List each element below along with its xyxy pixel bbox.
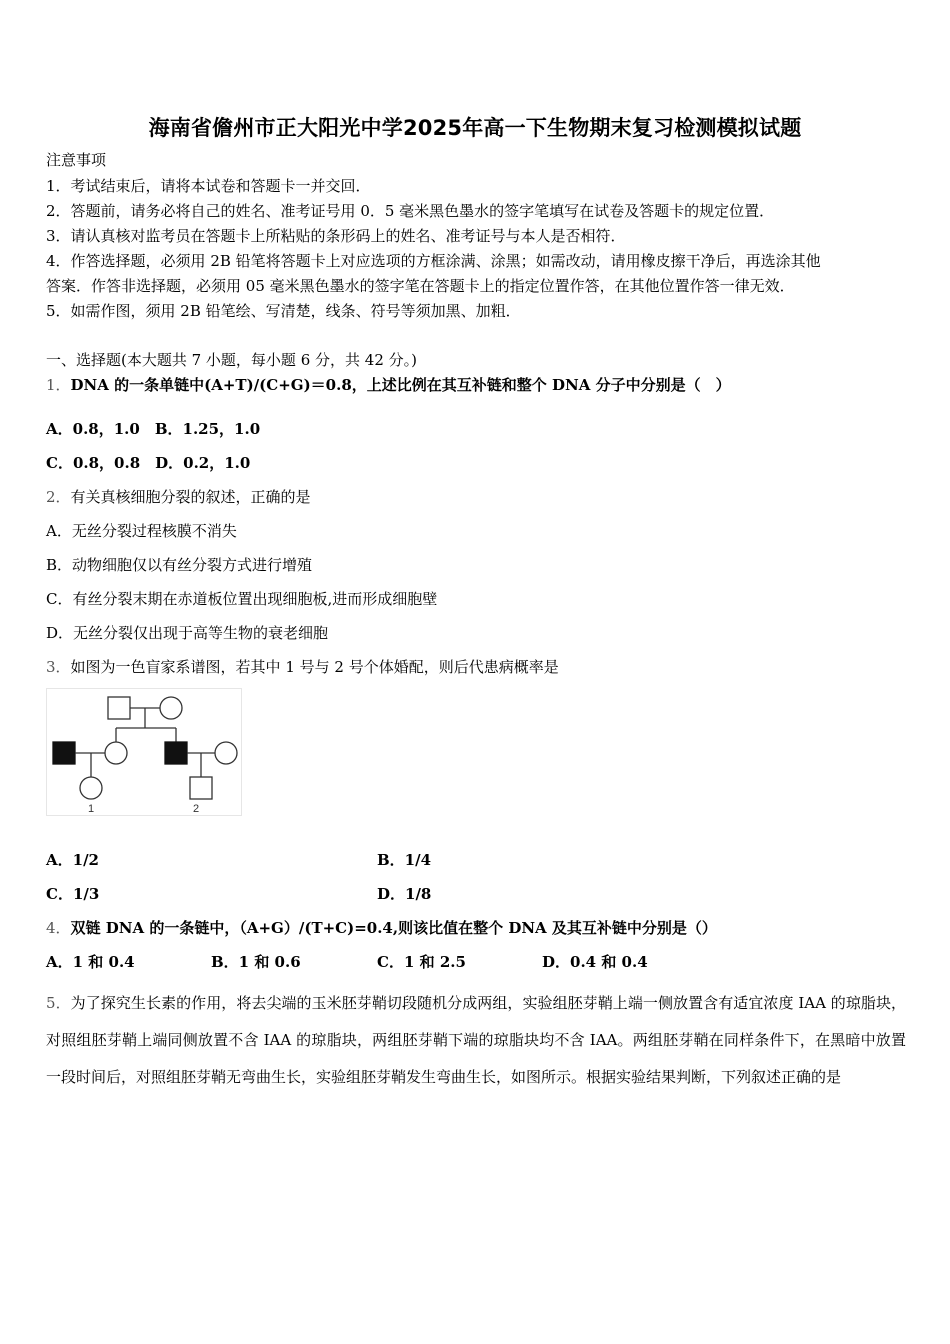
individual-label-1: 1 (87, 803, 95, 815)
question-4 (46, 918, 717, 938)
pedigree-chart (46, 688, 242, 816)
q3-option-c: C．1/3 (46, 885, 100, 903)
section-heading: 一、选择题(本大题共 7 小题，每小题 6 分，共 42 分。) (46, 351, 417, 369)
q1-options-row-1: A．0.8，1.0 B．1.25，1.0 (46, 420, 261, 438)
individual-2-male-symbol (190, 777, 212, 799)
q2-option-b: B．动物细胞仅以有丝分裂方式进行增殖 (46, 556, 313, 574)
q3-option-d: D．1/8 (377, 885, 432, 903)
q2-option-a: A．无丝分裂过程核膜不消失 (46, 522, 237, 540)
notice-item: 4．作答选择题，必须用 2B 铅笔将答题卡上对应选项的方框涂满、涂黑；如需改动，请用橡皮擦干净后，再选涂其他 (46, 252, 821, 270)
notice-item: 2．答题前，请务必将自己的姓名、准考证号用 0．5 毫米黑色墨水的签字笔填写在试卷及答题卡的规定位置． (46, 202, 775, 220)
question-text: DNA 的一条单链中(A+T)/(C+G)＝0.8，上述比例在其互补链和整个 DNA 分子中分别是（ ） (70, 376, 731, 394)
q2-option-d: D．无丝分裂仅出现于高等生物的衰老细胞 (46, 624, 329, 642)
individual-label-2: 2 (192, 803, 200, 815)
question-text: 双链 DNA 的一条链中，（A+G）/(T+C)=0.4,则该比值在整个 DNA 及其互补链中分别是（） (70, 919, 717, 937)
normal-female-symbol (215, 742, 237, 764)
notice-item: 1．考试结束后，请将本试卷和答题卡一并交回． (46, 177, 371, 195)
question-text: 如图为一色盲家系谱图，若其中 1 号与 2 号个体婚配，则后代患病概率是 (70, 658, 559, 676)
q4-option-a: A．1 和 0.4 (46, 953, 135, 971)
question-5 (46, 985, 906, 1096)
q4-option-d: D．0.4 和 0.4 (542, 953, 648, 971)
notice-item: 5．如需作图，须用 2B 铅笔绘、写清楚，线条、符号等须加黑、加粗． (46, 302, 521, 320)
page-title: 海南省儋州市正大阳光中学2025年高一下生物期末复习检测模拟试题 (148, 116, 802, 140)
notice-item: 答案．作答非选择题，必须用 05 毫米黑色墨水的签字笔在答题卡上的指定位置作答，在其他位置作答一律无效． (46, 277, 795, 295)
question-number: 5． (46, 994, 71, 1012)
notice-heading: 注意事项 (46, 151, 107, 169)
normal-female-symbol (105, 742, 127, 764)
q2-option-c: C．有丝分裂末期在赤道板位置出现细胞板,进而形成细胞壁 (46, 590, 438, 608)
q3-option-b: B．1/4 (377, 851, 432, 869)
q1-options-row-2: C．0.8，0.8 D．0.2，1.0 (46, 454, 251, 472)
question-number: 4． (46, 919, 71, 937)
affected-male-symbol (53, 742, 75, 764)
normal-male-symbol (108, 697, 130, 719)
q3-option-a: A．1/2 (46, 851, 99, 869)
question-number: 3． (46, 658, 71, 676)
question-3 (46, 657, 559, 677)
question-2 (46, 487, 311, 507)
notice-item: 3．请认真核对监考员在答题卡上所粘贴的条形码上的姓名、准考证号与本人是否相符． (46, 227, 626, 245)
normal-female-symbol (160, 697, 182, 719)
q4-option-b: B．1 和 0.6 (211, 953, 301, 971)
question-text: 为了探究生长素的作用，将去尖端的玉米胚芽鞘切段随机分成两组，实验组胚芽鞘上端一侧放置含有适宜浓度 IAA 的琼脂块，对照组胚芽鞘上端同侧放置不含 IAA 的琼脂块，两组胚芽鞘下端的琼脂块均不含 IAA。两组胚芽鞘在同样条件下，在黑暗中放置一段时间后，对照组胚芽鞘无弯曲生长，实验组胚芽鞘发生弯曲生长，如图所示。根据实验结果判断，下列叙述正确的是 (46, 994, 906, 1086)
individual-1-female-symbol (80, 777, 102, 799)
question-1 (46, 375, 731, 395)
affected-male-symbol (165, 742, 187, 764)
q4-option-c: C．1 和 2.5 (377, 953, 466, 971)
question-number: 2． (46, 488, 71, 506)
question-number: 1． (46, 376, 71, 394)
question-text: 有关真核细胞分裂的叙述，正确的是 (70, 488, 311, 506)
